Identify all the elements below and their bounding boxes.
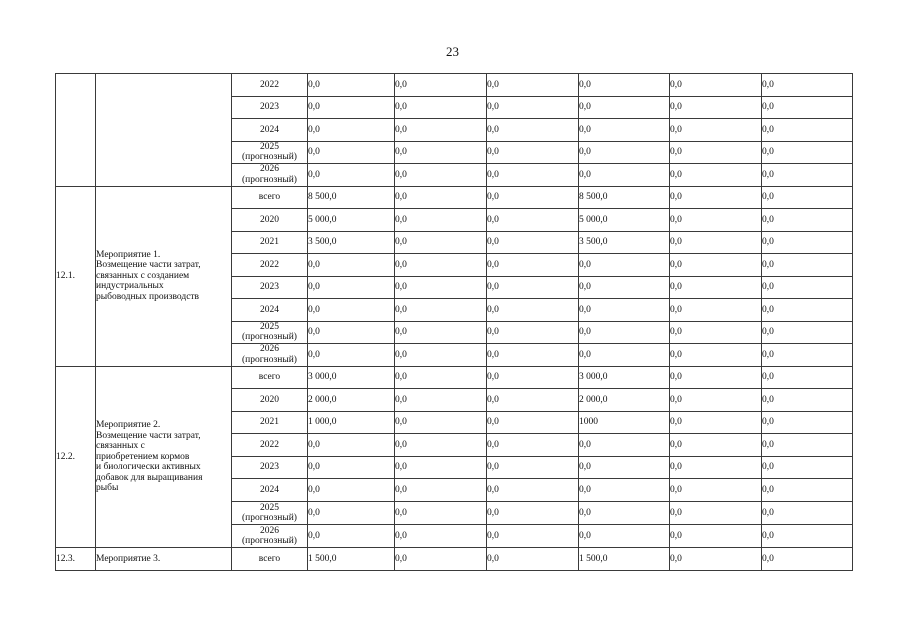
value-cell: 5 000,0 (308, 209, 395, 232)
value-cell: 0,0 (395, 366, 487, 389)
value-cell: 0,0 (395, 276, 487, 299)
value-cell: 3 500,0 (308, 231, 395, 254)
value-cell: 0,0 (579, 164, 670, 187)
year-cell: 2023 (232, 96, 308, 119)
value-cell: 0,0 (670, 411, 762, 434)
value-cell: 0,0 (487, 548, 579, 571)
value-cell: 0,0 (670, 276, 762, 299)
row-number-cell: 12.3. (56, 548, 96, 571)
year-cell: 2026 (прогнозный) (232, 344, 308, 367)
year-cell: всего (232, 366, 308, 389)
value-cell: 0,0 (487, 366, 579, 389)
value-cell: 0,0 (762, 96, 853, 119)
row-number-cell: 12.2. (56, 366, 96, 548)
value-cell: 0,0 (487, 411, 579, 434)
value-cell: 0,0 (487, 74, 579, 97)
year-cell: 2024 (232, 119, 308, 142)
value-cell: 0,0 (487, 164, 579, 187)
value-cell: 0,0 (308, 276, 395, 299)
value-cell: 0,0 (395, 231, 487, 254)
value-cell: 1 000,0 (308, 411, 395, 434)
value-cell: 0,0 (762, 456, 853, 479)
value-cell: 0,0 (579, 141, 670, 164)
year-cell: 2021 (232, 411, 308, 434)
value-cell: 0,0 (487, 231, 579, 254)
value-cell: 0,0 (762, 231, 853, 254)
value-cell: 0,0 (670, 525, 762, 548)
table-body (56, 74, 853, 571)
value-cell: 0,0 (762, 141, 853, 164)
value-cell: 0,0 (308, 502, 395, 525)
value-cell: 0,0 (487, 344, 579, 367)
value-cell: 0,0 (670, 366, 762, 389)
value-cell: 0,0 (487, 119, 579, 142)
value-cell: 0,0 (308, 479, 395, 502)
value-cell: 1 500,0 (308, 548, 395, 571)
value-cell: 0,0 (670, 164, 762, 187)
value-cell: 0,0 (395, 525, 487, 548)
value-cell: 0,0 (487, 434, 579, 457)
value-cell: 0,0 (308, 119, 395, 142)
value-cell: 0,0 (762, 321, 853, 344)
value-cell: 0,0 (487, 479, 579, 502)
value-cell: 0,0 (308, 141, 395, 164)
value-cell: 8 500,0 (579, 186, 670, 209)
value-cell: 0,0 (762, 411, 853, 434)
year-cell: 2026 (прогнозный) (232, 164, 308, 187)
value-cell: 0,0 (579, 299, 670, 322)
value-cell: 0,0 (762, 299, 853, 322)
value-cell: 0,0 (395, 186, 487, 209)
value-cell: 0,0 (395, 548, 487, 571)
value-cell: 0,0 (395, 254, 487, 277)
value-cell: 0,0 (308, 74, 395, 97)
value-cell: 0,0 (308, 456, 395, 479)
activity-name-cell: Мероприятие 3. (96, 548, 232, 571)
value-cell: 0,0 (395, 344, 487, 367)
value-cell: 0,0 (670, 254, 762, 277)
row-number-cell: 12.1. (56, 186, 96, 366)
value-cell: 0,0 (670, 209, 762, 232)
value-cell: 0,0 (487, 321, 579, 344)
value-cell: 0,0 (579, 525, 670, 548)
value-cell: 0,0 (762, 186, 853, 209)
value-cell: 0,0 (579, 119, 670, 142)
year-cell: 2021 (232, 231, 308, 254)
value-cell: 0,0 (579, 502, 670, 525)
activity-name-cell (96, 74, 232, 187)
activity-name-cell: Мероприятие 1. Возмещение части затрат, связанных с созданием индустриальных рыбоводных производств (96, 186, 232, 366)
value-cell: 2 000,0 (579, 389, 670, 412)
year-cell: 2023 (232, 276, 308, 299)
value-cell: 3 000,0 (579, 366, 670, 389)
year-cell: 2023 (232, 456, 308, 479)
value-cell: 0,0 (579, 96, 670, 119)
value-cell: 0,0 (670, 119, 762, 142)
value-cell: 0,0 (579, 321, 670, 344)
value-cell: 0,0 (762, 366, 853, 389)
value-cell: 0,0 (670, 389, 762, 412)
value-cell: 0,0 (670, 141, 762, 164)
value-cell: 0,0 (762, 548, 853, 571)
value-cell: 0,0 (308, 254, 395, 277)
value-cell: 0,0 (670, 231, 762, 254)
year-cell: 2020 (232, 389, 308, 412)
value-cell: 0,0 (487, 299, 579, 322)
value-cell: 0,0 (670, 74, 762, 97)
year-cell: 2024 (232, 479, 308, 502)
value-cell: 0,0 (762, 479, 853, 502)
year-cell: 2022 (232, 434, 308, 457)
value-cell: 0,0 (308, 96, 395, 119)
year-cell: 2025 (прогнозный) (232, 321, 308, 344)
value-cell: 3 000,0 (308, 366, 395, 389)
year-cell: 2022 (232, 254, 308, 277)
value-cell: 0,0 (579, 254, 670, 277)
value-cell: 0,0 (395, 456, 487, 479)
value-cell: 0,0 (395, 141, 487, 164)
value-cell: 0,0 (762, 209, 853, 232)
value-cell: 0,0 (487, 96, 579, 119)
value-cell: 1 500,0 (579, 548, 670, 571)
value-cell: 8 500,0 (308, 186, 395, 209)
value-cell: 0,0 (762, 119, 853, 142)
value-cell: 0,0 (579, 479, 670, 502)
year-cell: всего (232, 548, 308, 571)
year-cell: 2024 (232, 299, 308, 322)
value-cell: 0,0 (395, 411, 487, 434)
year-cell: всего (232, 186, 308, 209)
year-cell: 2020 (232, 209, 308, 232)
value-cell: 0,0 (395, 209, 487, 232)
year-cell: 2025 (прогнозный) (232, 141, 308, 164)
value-cell: 0,0 (395, 119, 487, 142)
year-cell: 2026 (прогнозный) (232, 525, 308, 548)
value-cell: 0,0 (487, 254, 579, 277)
row-number-cell (56, 74, 96, 187)
value-cell: 0,0 (762, 254, 853, 277)
value-cell: 0,0 (670, 344, 762, 367)
value-cell: 0,0 (670, 96, 762, 119)
value-cell: 0,0 (670, 456, 762, 479)
year-cell: 2022 (232, 74, 308, 97)
value-cell: 0,0 (395, 74, 487, 97)
value-cell: 0,0 (670, 299, 762, 322)
value-cell: 0,0 (670, 321, 762, 344)
value-cell: 0,0 (308, 525, 395, 548)
value-cell: 0,0 (670, 434, 762, 457)
value-cell: 0,0 (487, 186, 579, 209)
table-row (56, 366, 853, 389)
value-cell: 0,0 (395, 164, 487, 187)
value-cell: 0,0 (308, 344, 395, 367)
value-cell: 0,0 (308, 299, 395, 322)
value-cell: 0,0 (762, 502, 853, 525)
budget-table (55, 73, 853, 571)
value-cell: 0,0 (487, 389, 579, 412)
value-cell: 0,0 (487, 276, 579, 299)
value-cell: 0,0 (762, 525, 853, 548)
value-cell: 0,0 (308, 164, 395, 187)
value-cell: 5 000,0 (579, 209, 670, 232)
table-row (56, 548, 853, 571)
value-cell: 0,0 (308, 321, 395, 344)
year-cell: 2025 (прогнозный) (232, 502, 308, 525)
value-cell: 0,0 (308, 434, 395, 457)
value-cell: 0,0 (579, 434, 670, 457)
activity-name-cell: Мероприятие 2. Возмещение части затрат, связанных с приобретением кормов и биологически активных добавок для выращивания рыбы (96, 366, 232, 548)
value-cell: 0,0 (670, 479, 762, 502)
value-cell: 0,0 (395, 434, 487, 457)
value-cell: 0,0 (487, 456, 579, 479)
value-cell: 0,0 (487, 209, 579, 232)
value-cell: 0,0 (579, 276, 670, 299)
value-cell: 0,0 (762, 344, 853, 367)
value-cell: 0,0 (487, 525, 579, 548)
table-row (56, 74, 853, 97)
value-cell: 0,0 (487, 502, 579, 525)
table-row (56, 186, 853, 209)
value-cell: 0,0 (395, 299, 487, 322)
value-cell: 0,0 (395, 389, 487, 412)
value-cell: 0,0 (395, 479, 487, 502)
value-cell: 1000 (579, 411, 670, 434)
value-cell: 0,0 (579, 74, 670, 97)
value-cell: 0,0 (762, 434, 853, 457)
value-cell: 0,0 (579, 344, 670, 367)
value-cell: 0,0 (670, 548, 762, 571)
page-number: 23 (446, 44, 459, 59)
value-cell: 0,0 (579, 456, 670, 479)
value-cell: 0,0 (670, 502, 762, 525)
value-cell: 0,0 (762, 389, 853, 412)
value-cell: 0,0 (670, 186, 762, 209)
value-cell: 0,0 (487, 141, 579, 164)
value-cell: 2 000,0 (308, 389, 395, 412)
value-cell: 0,0 (395, 321, 487, 344)
value-cell: 0,0 (762, 164, 853, 187)
value-cell: 3 500,0 (579, 231, 670, 254)
value-cell: 0,0 (762, 276, 853, 299)
value-cell: 0,0 (395, 96, 487, 119)
value-cell: 0,0 (395, 502, 487, 525)
value-cell: 0,0 (762, 74, 853, 97)
